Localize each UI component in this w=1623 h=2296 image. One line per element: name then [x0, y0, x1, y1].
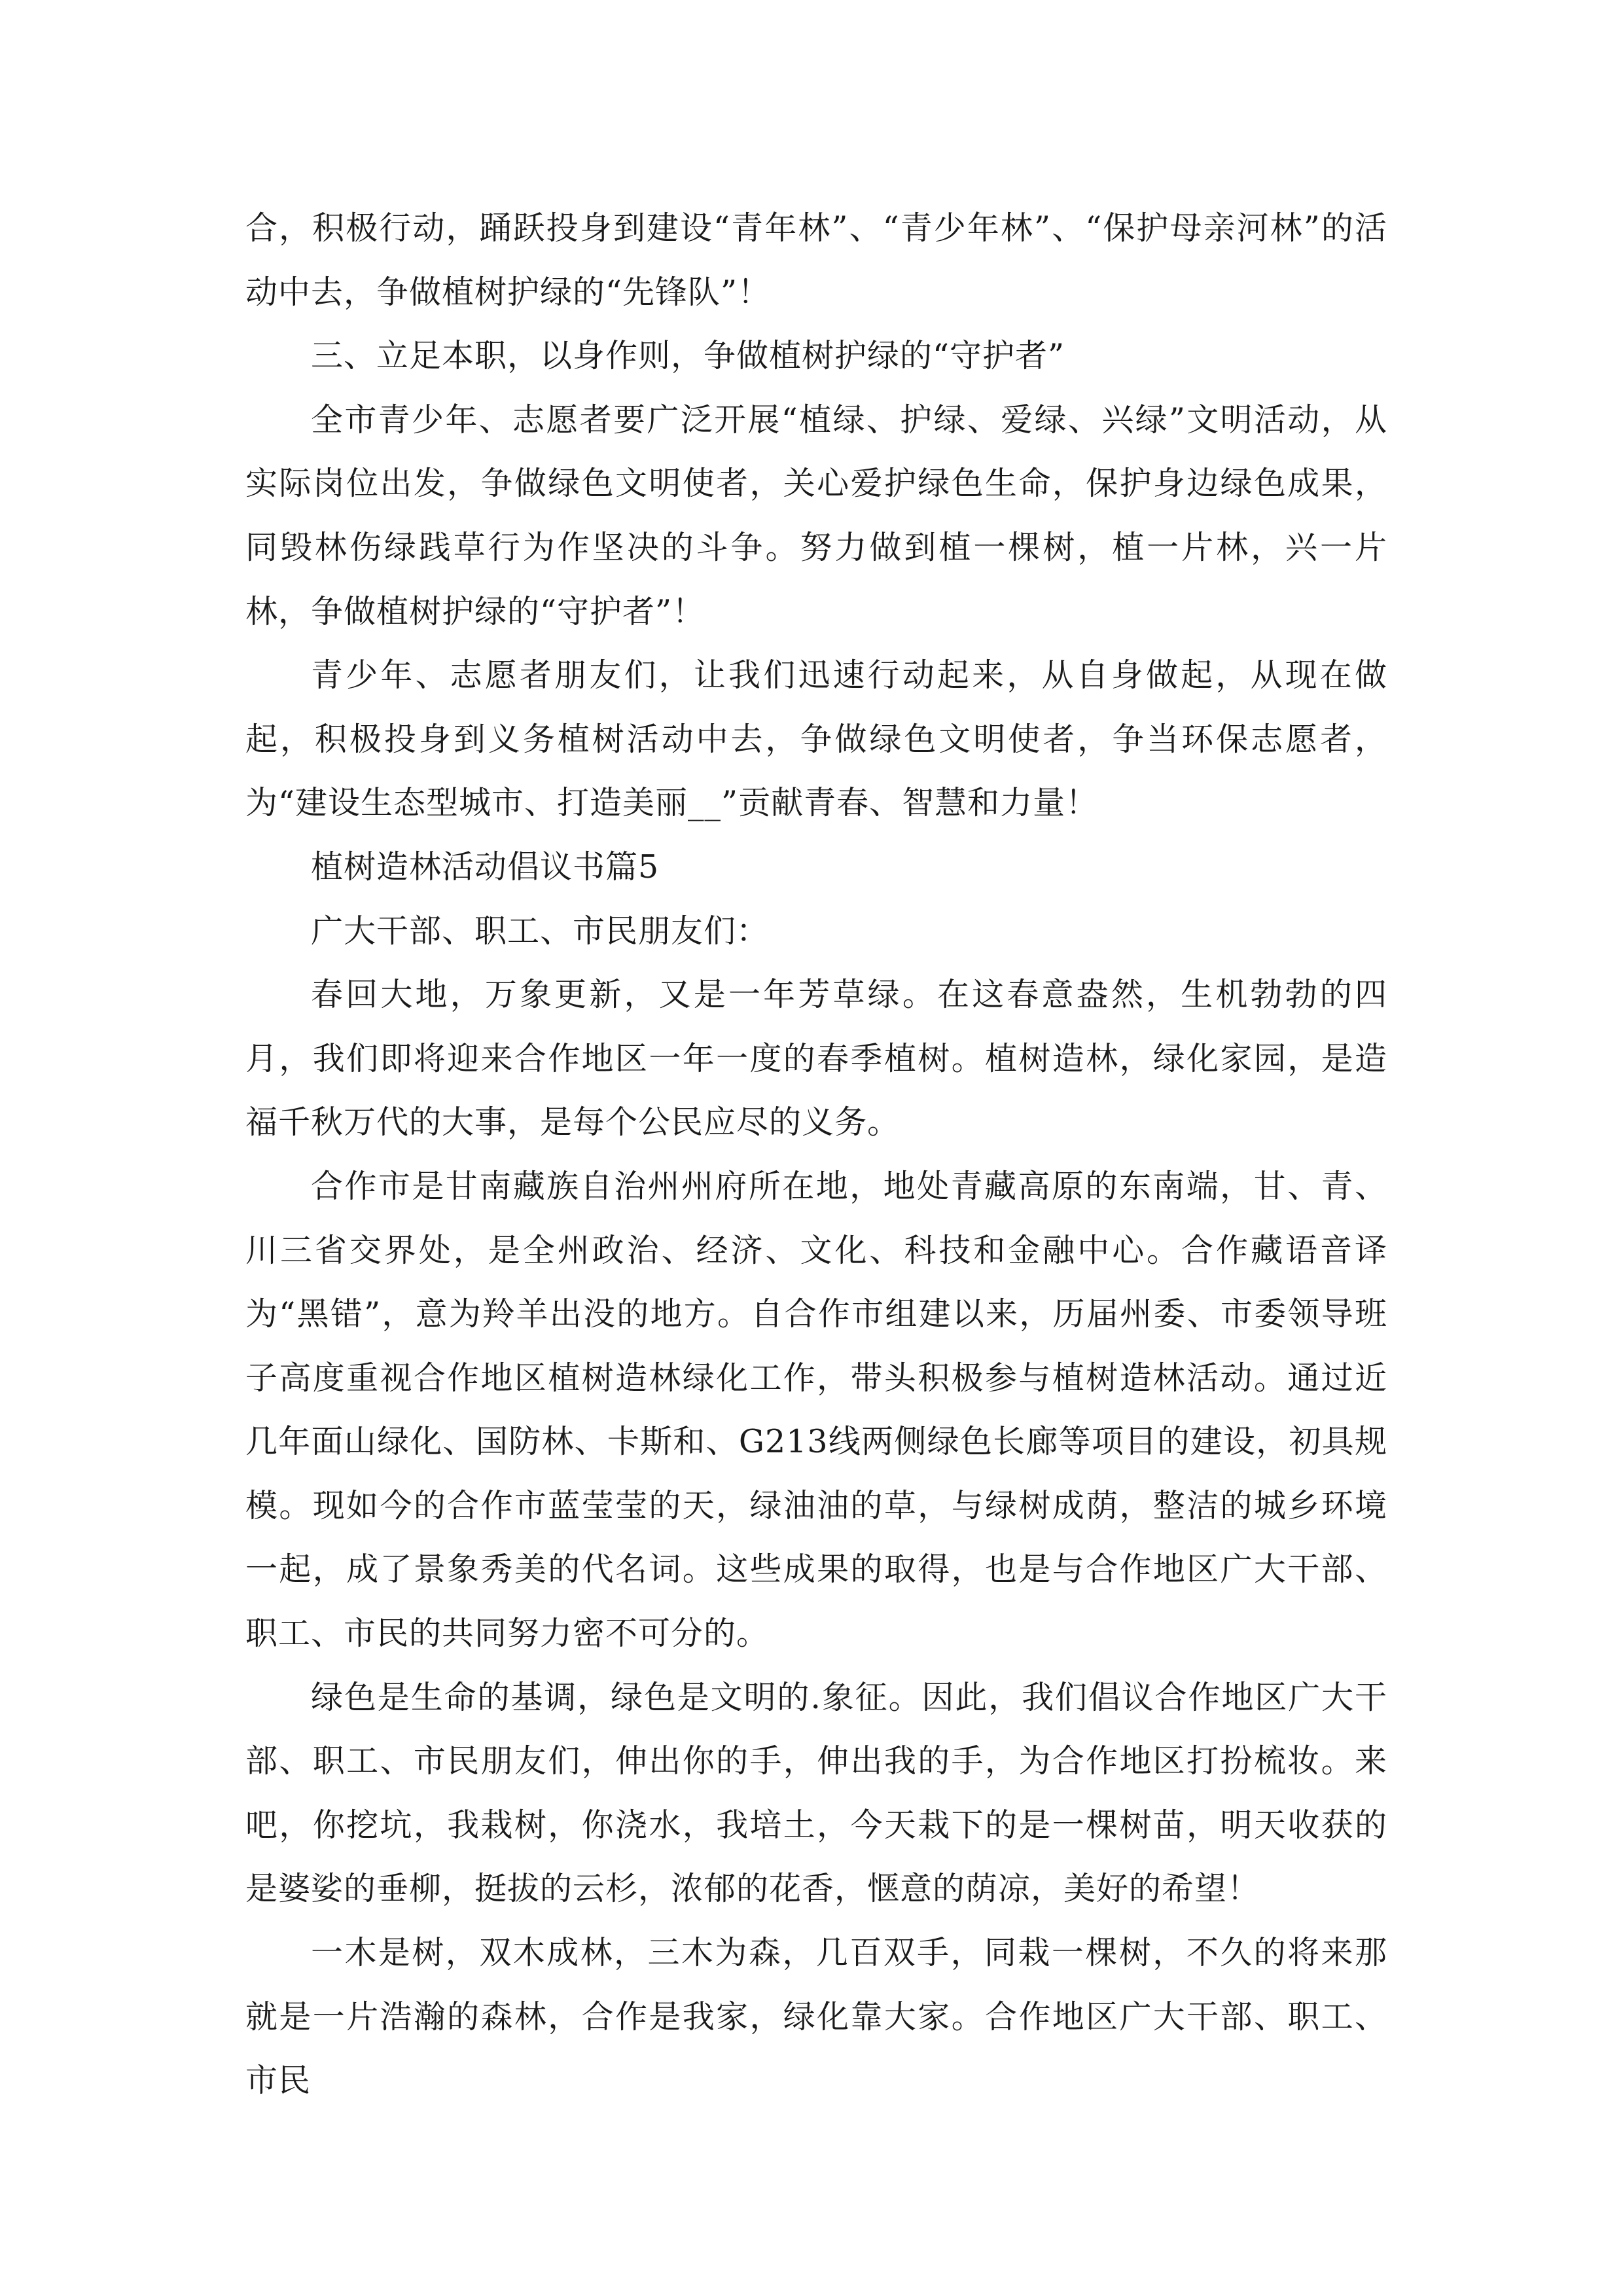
salutation: 广大干部、职工、市民朋友们： — [311, 912, 770, 950]
paragraph-continuation: 合，积极行动，踊跃投身到建设“青年林”、“青少年林”、“保护母亲河林”的活动中去，争做植树护绿的“先锋队”！ — [245, 209, 1387, 311]
paragraph: 一木是树，双木成林，三木为森，几百双手，同栽一棵树，不久的将来那就是一片浩瀚的森林，合作是我家，绿化靠大家。合作地区广大干部、职工、市民 — [245, 1934, 1387, 2100]
document-body — [245, 196, 1387, 2113]
section-heading-three: 三、立足本职，以身作则，争做植树护绿的“守护者” — [311, 337, 1065, 375]
paragraph: 全市青少年、志愿者要广泛开展“植绿、护绿、爱绿、兴绿”文明活动，从实际岗位出发，争做绿色文明使者，关心爱护绿色生命，保护身边绿色成果，同毁林伤绿践草行为作坚决的斗争。努力做到植一棵树，植一片林，兴一片林，争做植树护绿的“守护者”！ — [245, 401, 1387, 630]
paragraph: 合作市是甘南藏族自治州州府所在地，地处青藏高原的东南端，甘、青、川三省交界处，是全州政治、经济、文化、科技和金融中心。合作藏语音译为“黑错”，意为羚羊出没的地方。自合作市组建以来，历届州委、市委领导班子高度重视合作地区植树造林绿化工作，带头积极参与植树造林活动。通过近几年面山绿化、国防林、卡斯和、G213线两侧绿色长廊等项目的建设，初具规模。现如今的合作市蓝莹莹的天，绿油油的草，与绿树成荫，整洁的城乡环境一起，成了景象秀美的代名词。这些成果的取得，也是与合作地区广大干部、职工、市民的共同努力密不可分的。 — [245, 1167, 1387, 1653]
article-title: 植树造林活动倡议书篇5 — [311, 848, 660, 886]
paragraph: 绿色是生命的基调，绿色是文明的.象征。因此，我们倡议合作地区广大干部、职工、市民朋友们，伸出你的手，伸出我的手，为合作地区打扮梳妆。来吧，你挖坑，我栽树，你浇水，我培土，今天栽下的是一棵树苗，明天收获的是婆娑的垂柳，挺拔的云杉，浓郁的花香，惬意的荫凉，美好的希望！ — [245, 1678, 1387, 1908]
paragraph: 青少年、志愿者朋友们，让我们迅速行动起来，从自身做起，从现在做起，积极投身到义务植树活动中去，争做绿色文明使者，争当环保志愿者，为“建设生态型城市、打造美丽__”贡献青春、智慧和力量！ — [245, 656, 1387, 822]
paragraph: 春回大地，万象更新，又是一年芳草绿。在这春意盎然，生机勃勃的四月，我们即将迎来合作地区一年一度的春季植树。植树造林，绿化家园，是造福千秋万代的大事，是每个公民应尽的义务。 — [245, 976, 1387, 1141]
